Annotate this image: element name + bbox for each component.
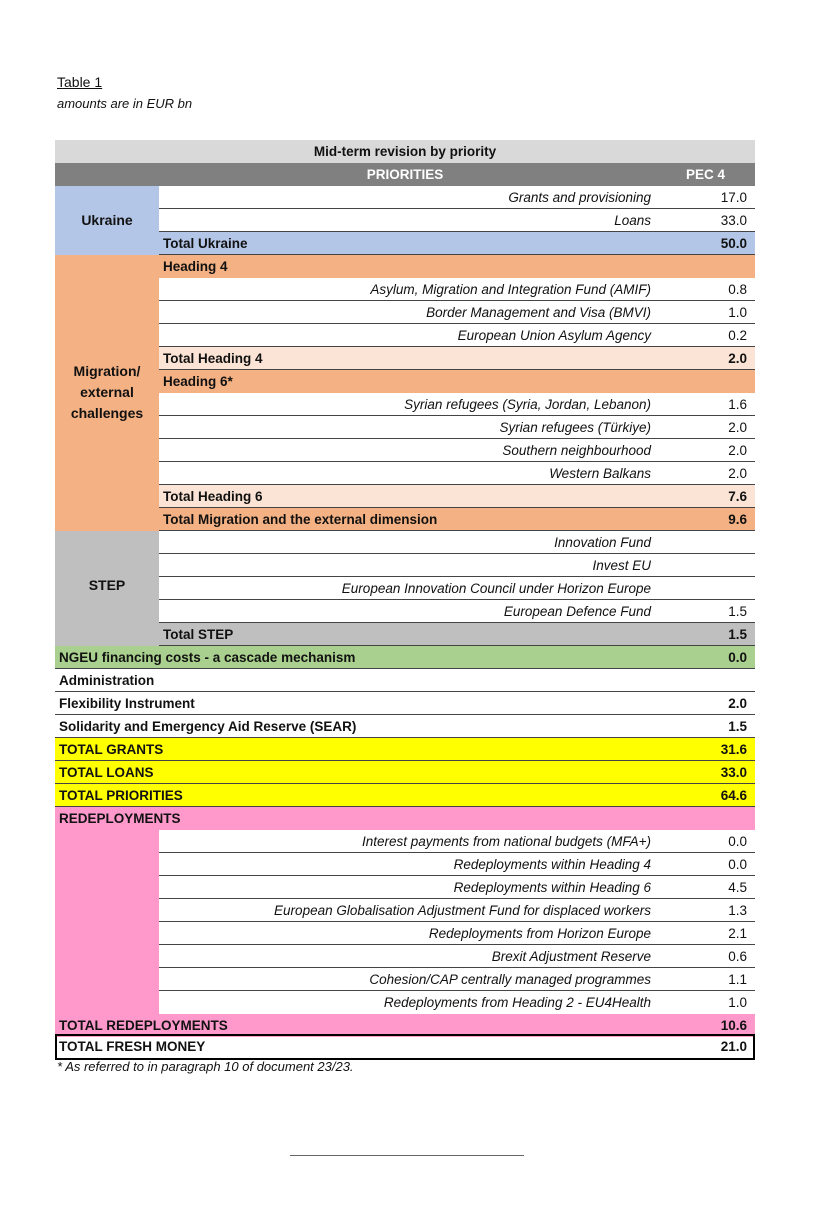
row-label: NGEU financing costs - a cascade mechanism	[59, 650, 356, 665]
row-description: Redeployments within Heading 4	[453, 857, 651, 872]
row-label: TOTAL REDEPLOYMENTS	[59, 1018, 228, 1033]
table-subtitle: amounts are in EUR bn	[57, 96, 193, 111]
footnote: * As referred to in paragraph 10 of document 23/23.	[57, 1059, 354, 1074]
row-value: 1.1	[728, 972, 747, 987]
row-value: 2.0	[728, 420, 747, 435]
group-total-row	[159, 508, 755, 531]
row-description: Loans	[614, 213, 651, 228]
table-row	[159, 209, 755, 232]
row-description: Redeployments from Horizon Europe	[428, 926, 651, 941]
table-row	[159, 922, 755, 945]
row-value: 31.6	[720, 742, 747, 757]
table-row	[159, 324, 755, 347]
row-label: Heading 6*	[163, 374, 233, 389]
row-value: 0.8	[728, 282, 747, 297]
row-label: Administration	[59, 673, 155, 688]
row-value: 33.0	[720, 213, 747, 228]
heading-row	[159, 370, 755, 393]
row-value: 2.0	[728, 466, 747, 481]
total-row	[55, 738, 755, 761]
row-description: Syrian refugees (Türkiye)	[499, 420, 651, 435]
table-row	[159, 301, 755, 324]
subtotal-row	[159, 232, 755, 255]
row-value: 1.3	[728, 903, 747, 918]
table-row	[159, 600, 755, 623]
row-value: 21.0	[720, 1039, 747, 1054]
row-description: European Innovation Council under Horizon Europe	[341, 581, 651, 596]
row-value: 2.0	[728, 696, 747, 711]
table-row	[159, 393, 755, 416]
row-label: TOTAL FRESH MONEY	[59, 1039, 206, 1054]
row-value: 1.6	[728, 397, 747, 412]
table-row	[159, 577, 755, 600]
group-ukraine	[55, 186, 159, 255]
row-description: European Union Asylum Agency	[457, 328, 651, 343]
row-value: 2.0	[728, 443, 747, 458]
group-label-migration: Migration/ external challenges	[70, 363, 144, 421]
row-value: 0.6	[728, 949, 747, 964]
total-row	[55, 784, 755, 807]
table-caption-row	[55, 140, 755, 163]
table-row	[159, 554, 755, 577]
row-value: 1.0	[728, 305, 747, 320]
row-value: 2.0	[728, 351, 747, 366]
table-row	[159, 278, 755, 301]
row-value: 10.6	[720, 1018, 747, 1033]
column-header-row	[55, 163, 755, 186]
row-description: Innovation Fund	[554, 535, 651, 550]
row-label: TOTAL GRANTS	[59, 742, 164, 757]
column-header-pec4: PEC 4	[685, 167, 725, 182]
footer-divider	[290, 1155, 524, 1156]
row-description: Cohesion/CAP centrally managed programmes	[369, 972, 651, 987]
row-description: Grants and provisioning	[508, 190, 651, 205]
row-label: TOTAL LOANS	[59, 765, 154, 780]
row-label: REDEPLOYMENTS	[59, 811, 181, 826]
row-value: 1.5	[728, 604, 747, 619]
row-description: European Defence Fund	[503, 604, 651, 619]
row-value: 33.0	[720, 765, 747, 780]
column-header-priorities: PRIORITIES	[366, 167, 444, 182]
row-description: Invest EU	[592, 558, 651, 573]
row-description: European Globalisation Adjustment Fund for displaced workers	[274, 903, 651, 918]
table-row	[159, 462, 755, 485]
table-row	[159, 899, 755, 922]
table-row	[159, 531, 755, 554]
row-label: Total STEP	[163, 627, 234, 642]
row-value: 1.0	[728, 995, 747, 1010]
row-label: Total Heading 6	[163, 489, 263, 504]
row-label: Heading 4	[163, 259, 228, 274]
table-row	[159, 186, 755, 209]
row-value: 0.2	[728, 328, 747, 343]
row-label: Total Ukraine	[163, 236, 248, 251]
table-row	[55, 692, 755, 715]
table-row	[55, 646, 755, 669]
row-value: 4.5	[728, 880, 747, 895]
group-migration	[55, 255, 159, 531]
total-row	[55, 761, 755, 784]
row-label: TOTAL PRIORITIES	[59, 788, 183, 803]
row-value: 2.1	[728, 926, 747, 941]
group-redeployments	[55, 830, 159, 1014]
row-value: 0.0	[728, 857, 747, 872]
subtotal-row	[159, 347, 755, 370]
subtotal-row	[159, 485, 755, 508]
row-label: Solidarity and Emergency Aid Reserve (SEAR)	[59, 719, 357, 734]
table-row	[159, 945, 755, 968]
table-row	[55, 669, 755, 692]
section-header-row	[55, 807, 755, 830]
table-row	[159, 830, 755, 853]
group-label-ukraine: Ukraine	[81, 212, 133, 228]
row-description: Brexit Adjustment Reserve	[491, 949, 651, 964]
row-description: Syrian refugees (Syria, Jordan, Lebanon)	[404, 397, 651, 412]
row-label: Flexibility Instrument	[59, 696, 195, 711]
row-value: 0.0	[728, 650, 747, 665]
row-value: 1.5	[728, 627, 747, 642]
row-description: Western Balkans	[549, 466, 651, 481]
row-value: 64.6	[720, 788, 747, 803]
row-description: Southern neighbourhood	[502, 443, 651, 458]
row-description: Asylum, Migration and Integration Fund (AMIF)	[370, 282, 651, 297]
table-row	[159, 853, 755, 876]
row-value: 50.0	[720, 236, 747, 251]
row-description: Border Management and Visa (BMVI)	[426, 305, 651, 320]
table-row	[159, 991, 755, 1014]
subtotal-row	[159, 623, 755, 646]
row-value: 1.5	[728, 719, 747, 734]
row-value: 7.6	[728, 489, 747, 504]
heading-row	[159, 255, 755, 278]
table-row	[159, 968, 755, 991]
group-label-step: STEP	[88, 577, 126, 593]
table-title: Table 1	[57, 74, 103, 90]
row-description: Redeployments within Heading 6	[453, 880, 651, 895]
table-row	[159, 439, 755, 462]
table-row	[159, 876, 755, 899]
row-description: Interest payments from national budgets (MFA+)	[361, 834, 651, 849]
row-description: Redeployments from Heading 2 - EU4Health	[383, 995, 651, 1010]
grand-total-row	[55, 1034, 755, 1060]
row-value: 17.0	[720, 190, 747, 205]
row-label: Total Heading 4	[163, 351, 263, 366]
group-step	[55, 531, 159, 646]
row-value: 0.0	[728, 834, 747, 849]
row-value: 9.6	[728, 512, 747, 527]
table-row	[159, 416, 755, 439]
row-label: Total Migration and the external dimension	[163, 512, 438, 527]
table-row	[55, 715, 755, 738]
table-caption: Mid-term revision by priority	[313, 144, 497, 159]
